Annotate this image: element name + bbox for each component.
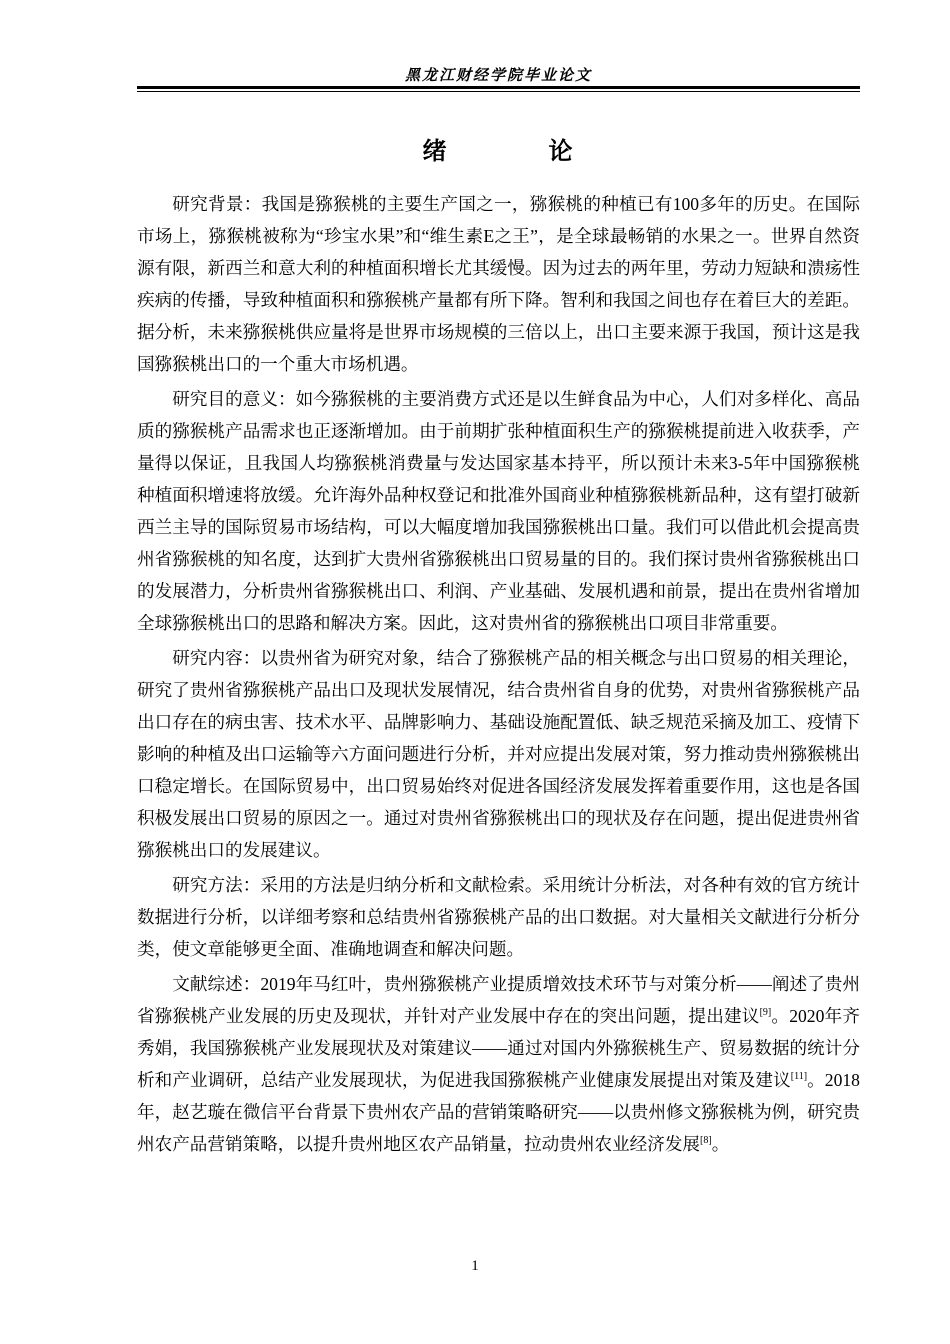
- paragraph-research-method: 研究方法：采用的方法是归纳分析和文献检索。采用统计分析法，对各种有效的官方统计数据进行分析，以详细考察和总结贵州省猕猴桃产品的出口数据。对大量相关文献进行分析分类，使文章能够更全面、准确地调查和解决问题。: [137, 875, 860, 959]
- paragraph-research-purpose: 研究目的意义：如今猕猴桃的主要消费方式还是以生鲜食品为中心，人们对多样化、高品质的猕猴桃产品需求也正逐渐增加。由于前期扩张种植面积生产的猕猴桃提前进入收获季，产量得以保证，且我国人均猕猴桃消费量与发达国家基本持平，所以预计未来3-5年中国猕猴桃种植面积增速将放缓。允许海外品种权登记和批准外国商业种植猕猴桃新品种，这有望打破新西兰主导的国际贸易市场结构，可以大幅度增加我国猕猴桃出口量。我们可以借此机会提高贵州省猕猴桃的知名度，达到扩大贵州省猕猴桃出口贸易量的目的。我们探讨贵州省猕猴桃出口的发展潜力，分析贵州省猕猴桃出口、利润、产业基础、发展机遇和前景，提出在贵州省增加全球猕猴桃出口的思路和解决方案。因此，这对贵州省的猕猴桃出口项目非常重要。: [137, 389, 860, 633]
- citation-ref-8: [8]: [700, 1135, 712, 1147]
- header-rule-thin: [137, 91, 860, 92]
- literature-text-2: 。2020年齐秀娟，我国猕猴桃产业发展现状及对策建议——通过对国内外猕猴桃生产、贸易数据的统计分析和产业调研，总结产业发展现状，为促进我国猕猴桃产业健康发展提出对策及建议: [137, 1006, 860, 1090]
- paragraph-literature-review: [137, 968, 860, 1160]
- literature-text-1: 文献综述：2019年马红叶，贵州猕猴桃产业提质增效技术环节与对策分析——阐述了贵州省猕猴桃产业发展的历史及现状，并针对产业发展中存在的突出问题，提出建议: [137, 974, 860, 1026]
- citation-ref-9: [9]: [759, 1007, 772, 1019]
- paragraph-research-content: 研究内容：以贵州省为研究对象，结合了猕猴桃产品的相关概念与出口贸易的相关理论，研究了贵州省猕猴桃产品出口及现状发展情况，结合贵州省自身的优势，对贵州省猕猴桃产品出口存在的病虫害、技术水平、品牌影响力、基础设施配置低、缺乏规范采摘及加工、疫情下影响的种植及出口运输等六方面问题进行分析，并对应提出发展对策，努力推动贵州猕猴桃出口稳定增长。在国际贸易中，出口贸易始终对促进各国经济发展发挥着重要作用，这也是各国积极发展出口贸易的原因之一。通过对贵州省猕猴桃出口的现状及存在问题，提出促进贵州省猕猴桃出口的发展建议。: [137, 648, 860, 860]
- literature-text-3: 。2018年，赵艺璇在微信平台背景下贵州农产品的营销策略研究——以贵州修文猕猴桃为例，研究贵州农产品营销策略，以提升贵州地区农产品销量，拉动贵州农业经济发展: [137, 1070, 860, 1154]
- header-rule-thick: [137, 86, 860, 89]
- chapter-title-char-1: 绪: [422, 137, 449, 165]
- page-number: 1: [471, 1258, 479, 1274]
- chapter-title-char-2: 论: [548, 137, 575, 165]
- citation-ref-11: [11]: [790, 1071, 808, 1083]
- chapter-title: [137, 131, 860, 166]
- running-header: 黑龙江财经学院毕业论文: [404, 66, 592, 84]
- body-text: [137, 188, 860, 1163]
- paragraph-research-background: 研究背景：我国是猕猴桃的主要生产国之一，猕猴桃的种植已有100多年的历史。在国际市场上，猕猴桃被称为“珍宝水果”和“维生素E之王”，是全球最畅销的水果之一。世界自然资源有限，新西兰和意大利的种植面积增长尤其缓慢。因为过去的两年里，劳动力短缺和溃疡性疾病的传播，导致种植面积和猕猴桃产量都有所下降。智利和我国之间也存在着巨大的差距。据分析，未来猕猴桃供应量将是世界市场规模的三倍以上，出口主要来源于我国，预计这是我国猕猴桃出口的一个重大市场机遇。: [137, 194, 860, 374]
- literature-text-4: 。: [711, 1134, 730, 1154]
